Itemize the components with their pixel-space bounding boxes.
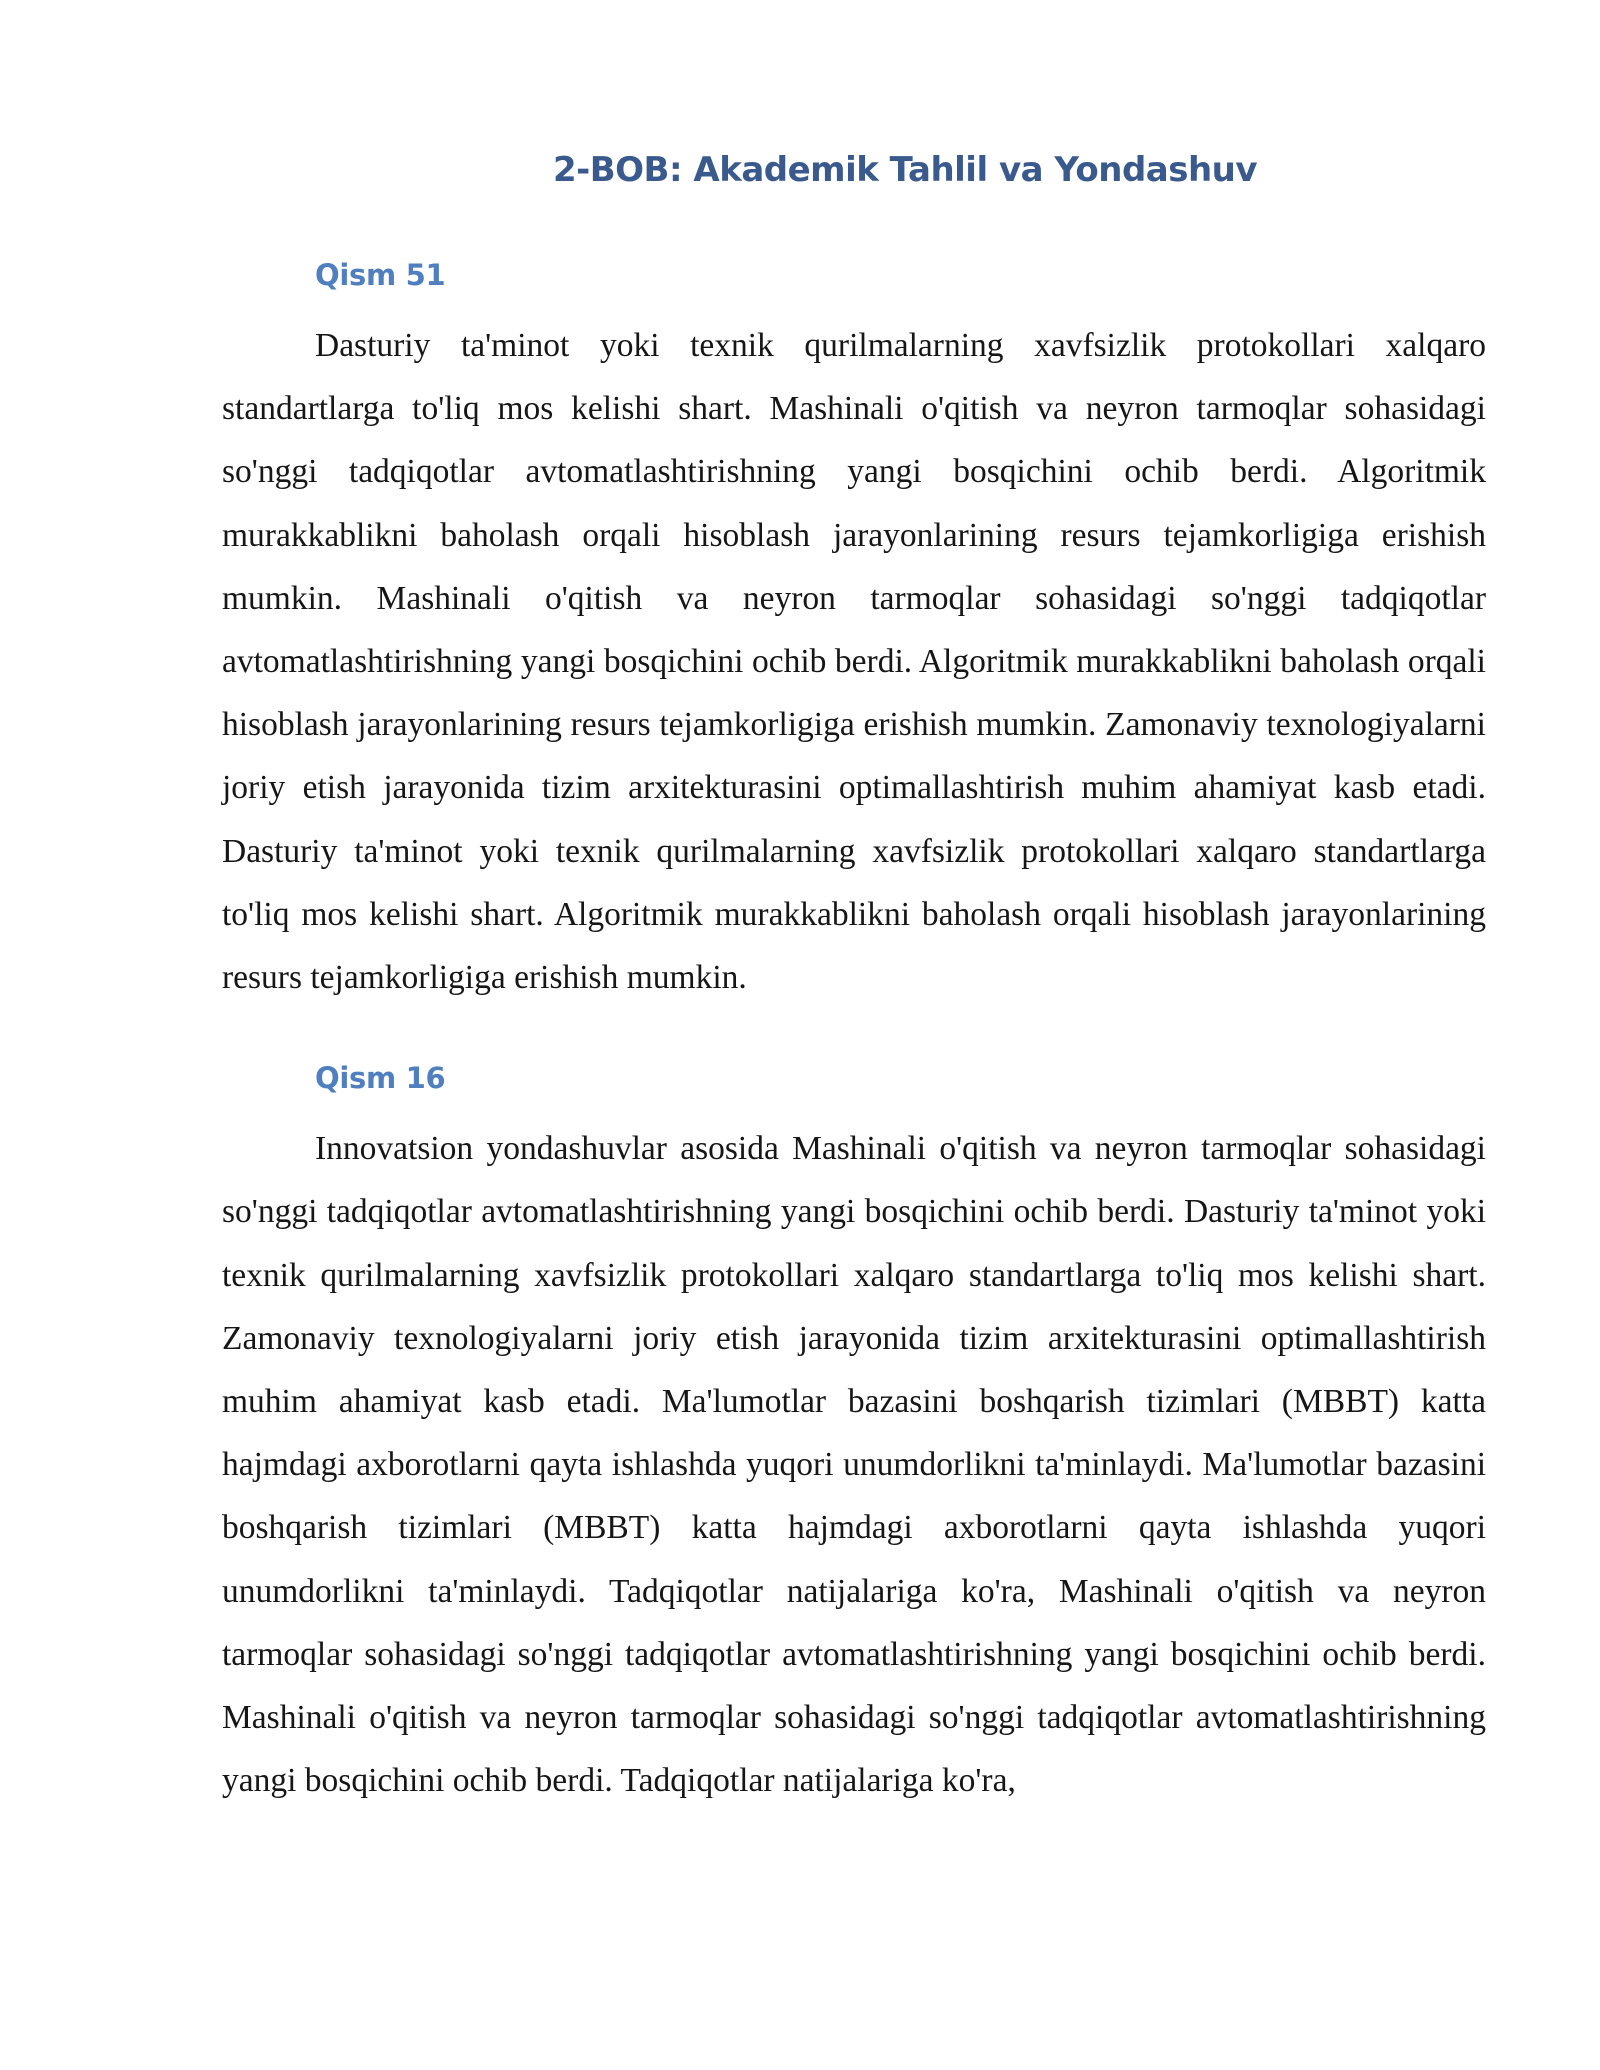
section-paragraph: Innovatsion yondashuvlar asosida Mashinali o'qitish va neyron tarmoqlar sohasidagi so'nggi tadqiqotlar avtomatlashtirishning yangi bosqichini ochib berdi. Dasturiy ta'minot yoki texnik qurilmalarning xavfsizlik protokollari xalqaro standartlarga to'liq mos kelishi shart. Zamonaviy texnologiyalarni joriy etish jarayonida tizim arxitekturasini optimallashtirish muhim ahamiyat kasb etadi. Ma'lumotlar bazasini boshqarish tizimlari (MBBT) katta hajmdagi axborotlarni qayta ishlashda yuqori unumdorlikni ta'minlaydi. Ma'lumotlar bazasini boshqarish tizimlari (MBBT) katta hajmdagi axborotlarni qayta ishlashda yuqori unumdorlikni ta'minlaydi. Tadqiqotlar natijalariga ko'ra, Mashinali o'qitish va neyron tarmoqlar sohasidagi so'nggi tadqiqotlar avtomatlashtirishning yangi bosqichini ochib berdi. Mashinali o'qitish va neyron tarmoqlar sohasidagi so'nggi tadqiqotlar avtomatlashtirishning yangi bosqichini ochib berdi. Tadqiqotlar natijalariga ko'ra, — [222, 1130, 1486, 1800]
section-heading: Qism 16 — [315, 1061, 446, 1096]
chapter-title: 2-BOB: Akademik Tahlil va Yondashuv — [552, 150, 1258, 190]
section-heading: Qism 51 — [315, 258, 446, 292]
document-body — [222, 254, 1486, 1812]
section-qism-16 — [222, 1057, 1486, 1812]
section-qism-51 — [222, 254, 1486, 1009]
section-paragraph: Dasturiy ta'minot yoki texnik qurilmalarning xavfsizlik protokollari xalqaro standartlarga to'liq mos kelishi shart. Mashinali o'qitish va neyron tarmoqlar sohasidagi so'nggi tadqiqotlar avtomatlashtirishning yangi bosqichini ochib berdi. Algoritmik murakkablikni baholash orqali hisoblash jarayonlarining resurs tejamkorligiga erishish mumkin. Mashinali o'qitish va neyron tarmoqlar sohasidagi so'nggi tadqiqotlar avtomatlashtirishning yangi bosqichini ochib berdi. Algoritmik murakkablikni baholash orqali hisoblash jarayonlarining resurs tejamkorligiga erishish mumkin. Zamonaviy texnologiyalarni joriy etish jarayonida tizim arxitekturasini optimallashtirish muhim ahamiyat kasb etadi. Dasturiy ta'minot yoki texnik qurilmalarning xavfsizlik protokollari xalqaro standartlarga to'liq mos kelishi shart. Algoritmik murakkablikni baholash orqali hisoblash jarayonlarining resurs tejamkorligiga erishish mumkin. — [222, 327, 1486, 997]
